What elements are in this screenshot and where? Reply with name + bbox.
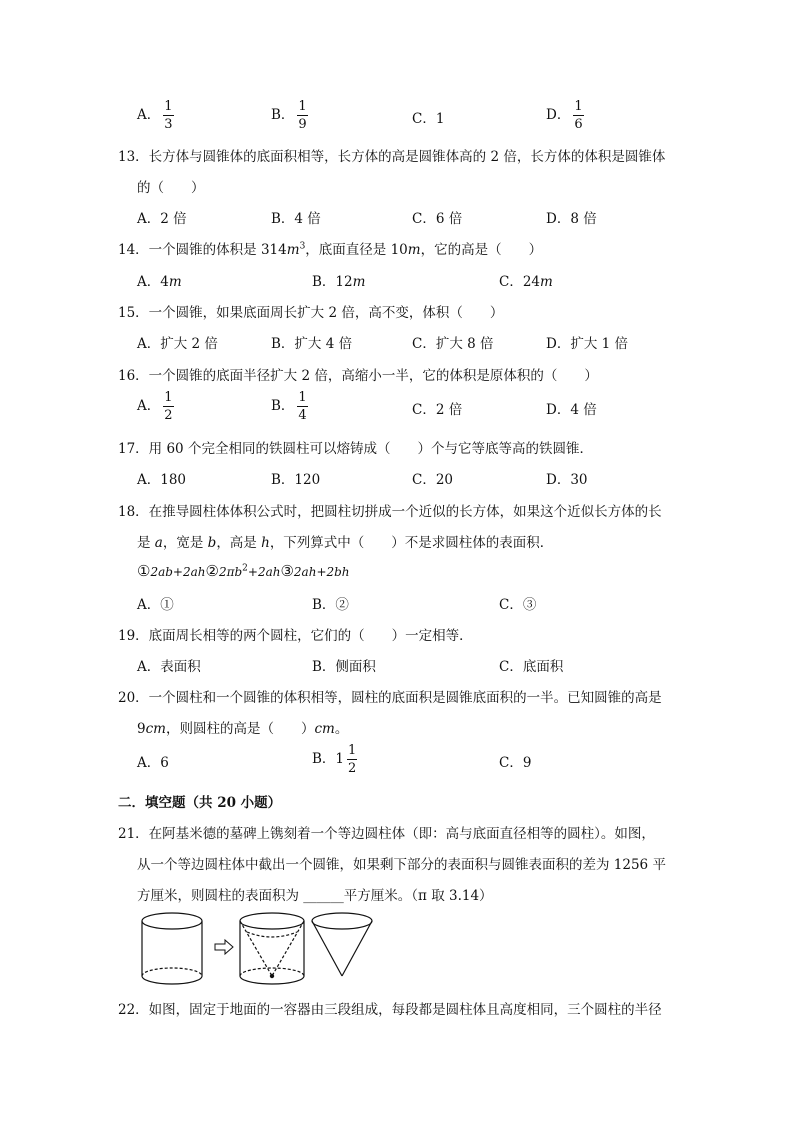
denominator: 3 (164, 117, 173, 132)
q12-option-b (271, 100, 308, 131)
fraction (297, 100, 307, 131)
q17-option-d: D．30 (546, 472, 588, 488)
unit: m (540, 274, 553, 290)
q12-option-d (546, 100, 584, 131)
unit: m (286, 242, 300, 258)
circle-2-marker: ② (205, 562, 219, 580)
denominator: 2 (348, 761, 357, 776)
numerator: 1 (164, 99, 173, 114)
q16-option-b (271, 391, 308, 422)
variable: h (261, 535, 270, 551)
unit: m (407, 242, 421, 258)
q21-stem-line3 (137, 884, 493, 904)
q18-option-a: A．① (137, 597, 174, 613)
denominator: 2 (164, 408, 173, 423)
q20-stem-line1: 20．一个圆柱和一个圆锥的体积相等，圆柱的底面积是圆锥底面积的一半。已知圆锥的高是 (118, 690, 662, 706)
q12-option-c: C．1 (412, 111, 445, 127)
q16-option-c: C．2 倍 (412, 402, 463, 418)
q13-option-c: C．6 倍 (412, 211, 463, 227)
fraction (163, 100, 173, 131)
q22-stem-line1: 22．如图，固定于地面的一容器由三段组成，每段都是圆柱体且高度相同，三个圆柱的半径 (118, 1002, 662, 1018)
q18-stem-line1: 18．在推导圆柱体体积公式时，把圆柱切拼成一个近似的长方体，如果这个近似长方体的长 (118, 504, 662, 520)
q18-option-c: C．③ (499, 597, 537, 613)
exponent: 2 (242, 563, 248, 574)
cylinder-cone-figure (137, 910, 397, 988)
q13-stem-line2: 的（ ） (137, 180, 205, 196)
q17-option-c: C．20 (412, 472, 454, 488)
text: 。 (334, 721, 349, 737)
circle-1-marker: ① (137, 562, 151, 580)
text: ，它的高是（ ） (420, 242, 543, 258)
q19-option-a: A．表面积 (137, 659, 201, 675)
formula-2-rest: +2ah (247, 565, 281, 579)
q17-stem: 17．用 60 个完全相同的铁圆柱可以熔铸成（ ）个与它等底等高的铁圆锥． (118, 441, 593, 457)
fraction (163, 391, 173, 422)
text: 是 (137, 535, 155, 551)
option-label: A． (137, 398, 161, 414)
unit: m (168, 274, 182, 290)
text: 方厘米，则圆柱的表面积为 (137, 888, 304, 904)
cylinder-top (142, 913, 202, 929)
option-label: B． (271, 398, 295, 414)
denominator: 6 (574, 117, 583, 132)
denominator: 4 (298, 408, 307, 423)
text: B．12 (312, 274, 353, 290)
numerator: 1 (574, 99, 583, 114)
q12-option-a (137, 100, 174, 131)
formula-2: 2πb (218, 565, 243, 579)
q21-stem-line1: 21．在阿基米德的墓碑上镌刻着一个等边圆柱体（即：高与底面直径相等的圆柱）。如图， (118, 826, 655, 842)
q17-option-a: A．180 (137, 472, 187, 488)
q16-stem: 16．一个圆锥的底面半径扩大 2 倍，高缩小一半，它的体积是原体积的（ ） (118, 368, 598, 384)
q18-formulas (137, 562, 350, 580)
text: ，高是 (216, 535, 262, 551)
option-label: A． (137, 107, 161, 123)
q13-option-a: A．2 倍 (137, 211, 187, 227)
option-label: B．1 (312, 751, 345, 767)
q14-option-c (499, 270, 553, 290)
text: C．24 (499, 274, 541, 290)
q16-option-d: D．4 倍 (546, 402, 597, 418)
answer-blank: ______ (303, 888, 344, 904)
section-heading: 二．填空题（共 20 小题） (118, 795, 282, 811)
text: ，下列算式中（ ）不是求圆柱体的表面积． (269, 535, 554, 551)
q19-stem: 19．底面周长相等的两个圆柱，它们的（ ）一定相等． (118, 628, 473, 644)
q20-option-a: A．6 (137, 755, 169, 771)
q13-option-b: B．4 倍 (271, 211, 321, 227)
q20-stem-line2 (137, 717, 348, 737)
q15-option-a: A．扩大 2 倍 (137, 336, 218, 352)
q14-option-a (137, 270, 182, 290)
q15-option-c: C．扩大 8 倍 (412, 336, 494, 352)
text: ，宽是 (162, 535, 208, 551)
q19-option-b: B．侧面积 (312, 659, 376, 675)
q13-option-d: D．8 倍 (546, 211, 597, 227)
variable: b (207, 535, 217, 551)
numerator: 1 (164, 390, 173, 405)
formula-3: 2ah+2bh (293, 565, 350, 579)
numerator: 1 (298, 99, 307, 114)
q15-option-b: B．扩大 4 倍 (271, 336, 353, 352)
text: ，底面直径是 10 (305, 242, 408, 258)
text: 9 (137, 721, 146, 737)
q15-option-d: D．扩大 1 倍 (546, 336, 628, 352)
q21-stem-line2: 从一个等边圆柱体中截出一个圆锥，如果剩下部分的表面积与圆锥表面积的差为 1256 平 (137, 857, 666, 873)
numerator: 1 (298, 390, 307, 405)
variable: a (154, 535, 163, 551)
fraction (347, 744, 357, 775)
formula-1: 2ab+2ah (150, 565, 206, 579)
q16-option-a (137, 391, 174, 422)
denominator: 9 (298, 117, 307, 132)
option-label: D． (546, 107, 571, 123)
option-label: B． (271, 107, 295, 123)
text: 14．一个圆锥的体积是 314 (118, 242, 287, 258)
circle-3-marker: ③ (280, 562, 294, 580)
q20-option-b (312, 744, 357, 775)
unit: m (352, 274, 366, 290)
q18-option-b: B．② (312, 597, 349, 613)
numerator: 1 (348, 743, 357, 758)
fraction (573, 100, 583, 131)
text: 平方厘米。（π 取 3.14） (343, 888, 493, 904)
q14-option-b (312, 270, 365, 290)
q19-option-c: C．底面积 (499, 659, 564, 675)
q18-stem-line2 (137, 531, 553, 551)
text: ，则圆柱的高是（ ） (165, 721, 315, 737)
fraction (297, 391, 307, 422)
exponent: 3 (299, 241, 306, 252)
q17-option-b: B．120 (271, 472, 321, 488)
q15-stem: 15．一个圆锥，如果底面周长扩大 2 倍，高不变，体积（ ） (118, 305, 504, 321)
text: A．4 (137, 274, 169, 290)
q20-option-c: C．9 (499, 755, 532, 771)
unit: cm (145, 721, 166, 737)
q13-stem-line1: 13．长方体与圆锥体的底面积相等，长方体的高是圆锥体高的 2 倍，长方体的体积是圆锥体 (118, 149, 666, 165)
unit: cm (314, 721, 335, 737)
q14-stem (118, 238, 542, 258)
